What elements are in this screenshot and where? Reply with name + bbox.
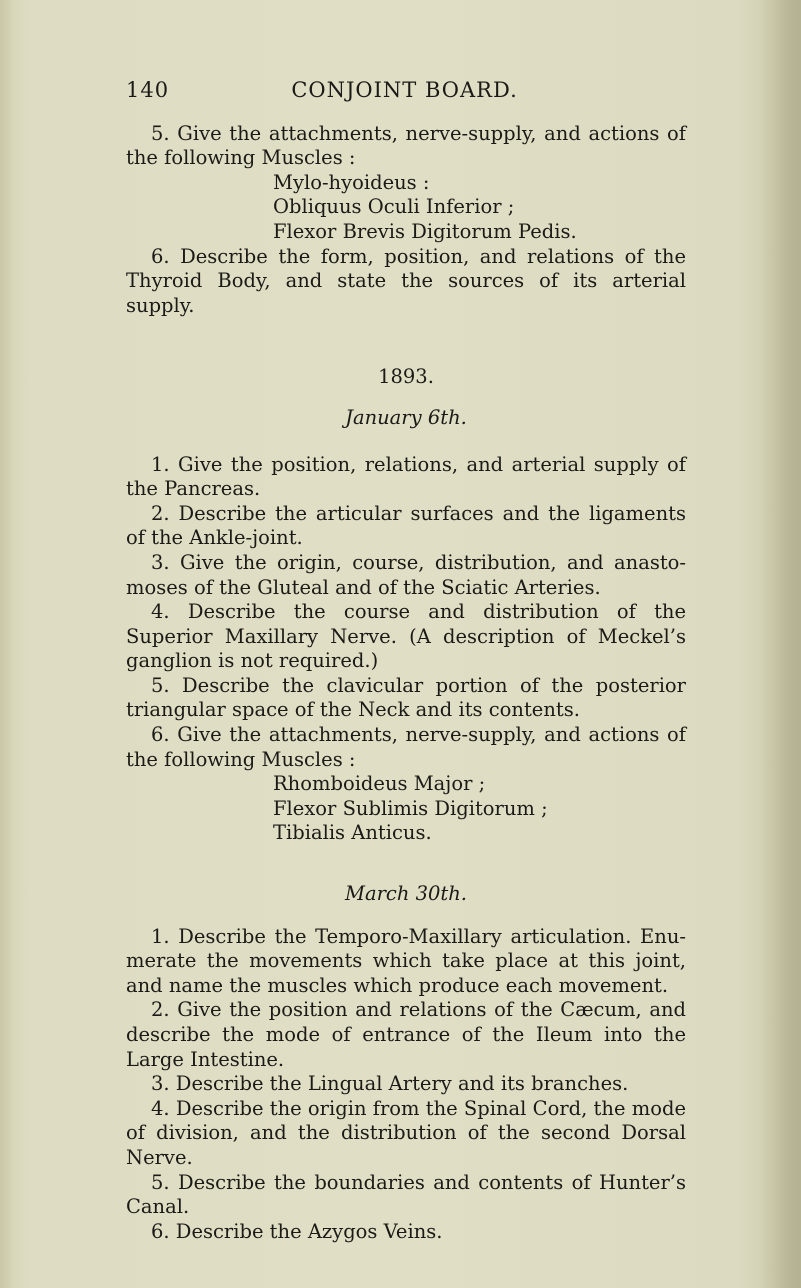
exam-date-day: 30th. xyxy=(415,882,468,906)
exam-date-month: January xyxy=(345,405,422,429)
page-edge-shadow-left xyxy=(0,0,14,1288)
question: 5. Give the attachments, nerve-supply, and actions of the following Muscles : xyxy=(126,121,686,170)
question: 4. Describe the course and distribution of the Superior Maxillary Nerve. (A description of Meckel’s ganglion is not required.) xyxy=(126,600,686,673)
question: 4. Describe the origin from the Spinal Cord, the mode of division, and the distribution of the second Dorsal Nerve. xyxy=(126,1096,686,1169)
question: 5. Describe the boundaries and contents of Hunter’s Canal. xyxy=(126,1170,686,1219)
question: 2. Describe the articular surfaces and the ligaments of the Ankle-joint. xyxy=(126,501,686,550)
exam-question-list xyxy=(126,453,686,847)
question: 2. Give the position and relations of the Cæcum, and describe the mode of entrance of the Ileum into the Large Intestine. xyxy=(126,998,686,1071)
page-edge-shadow-right xyxy=(761,0,801,1288)
question-list-item: Rhomboideus Major ; xyxy=(273,772,486,796)
question: 6. Describe the form, position, and relations of the Thyroid Body, and state the sources of its arterial supply. xyxy=(126,244,686,317)
question-list-item: Tibialis Anticus. xyxy=(273,821,432,845)
exam-question-list xyxy=(126,925,686,1245)
exam-date-heading xyxy=(126,406,686,431)
question: 5. Describe the clavicular portion of the posterior triangular space of the Neck and its contents. xyxy=(126,673,686,722)
question-list-item: Obliquus Oculi Inferior ; xyxy=(273,195,515,219)
question-list-item: Flexor Sublimis Digitorum ; xyxy=(273,796,548,820)
question: 1. Give the position, relations, and arterial supply of the Pancreas. xyxy=(126,452,686,501)
exam-date-heading xyxy=(126,882,686,907)
page-number: 140 xyxy=(126,78,170,102)
intro-questions xyxy=(126,122,686,319)
question: 3. Give the origin, course, distribution, and anastomoses of the Gluteal and of the Sciatic Arteries. xyxy=(126,550,686,599)
running-title: CONJOINT BOARD. xyxy=(291,78,518,102)
question: 1. Describe the Temporo-Maxillary articulation. Enumerate the movements which take place at this joint, and name the muscles which produce each movement. xyxy=(126,924,686,997)
running-header xyxy=(126,78,686,103)
exam-sections xyxy=(126,406,686,1244)
question: 6. Describe the Azygos Veins. xyxy=(151,1219,443,1243)
question-list-item: Flexor Brevis Digitorum Pedis. xyxy=(273,219,577,243)
year-heading: 1893. xyxy=(378,365,434,389)
exam-date-month: March xyxy=(344,882,410,906)
exam-date-day: 6th. xyxy=(427,405,467,429)
page-text-block xyxy=(126,78,686,1244)
question: 3. Describe the Lingual Artery and its branches. xyxy=(151,1072,629,1096)
question-list-item: Mylo-hyoideus : xyxy=(273,170,430,194)
question: 6. Give the attachments, nerve-supply, and actions of the following Muscles : xyxy=(126,723,686,771)
